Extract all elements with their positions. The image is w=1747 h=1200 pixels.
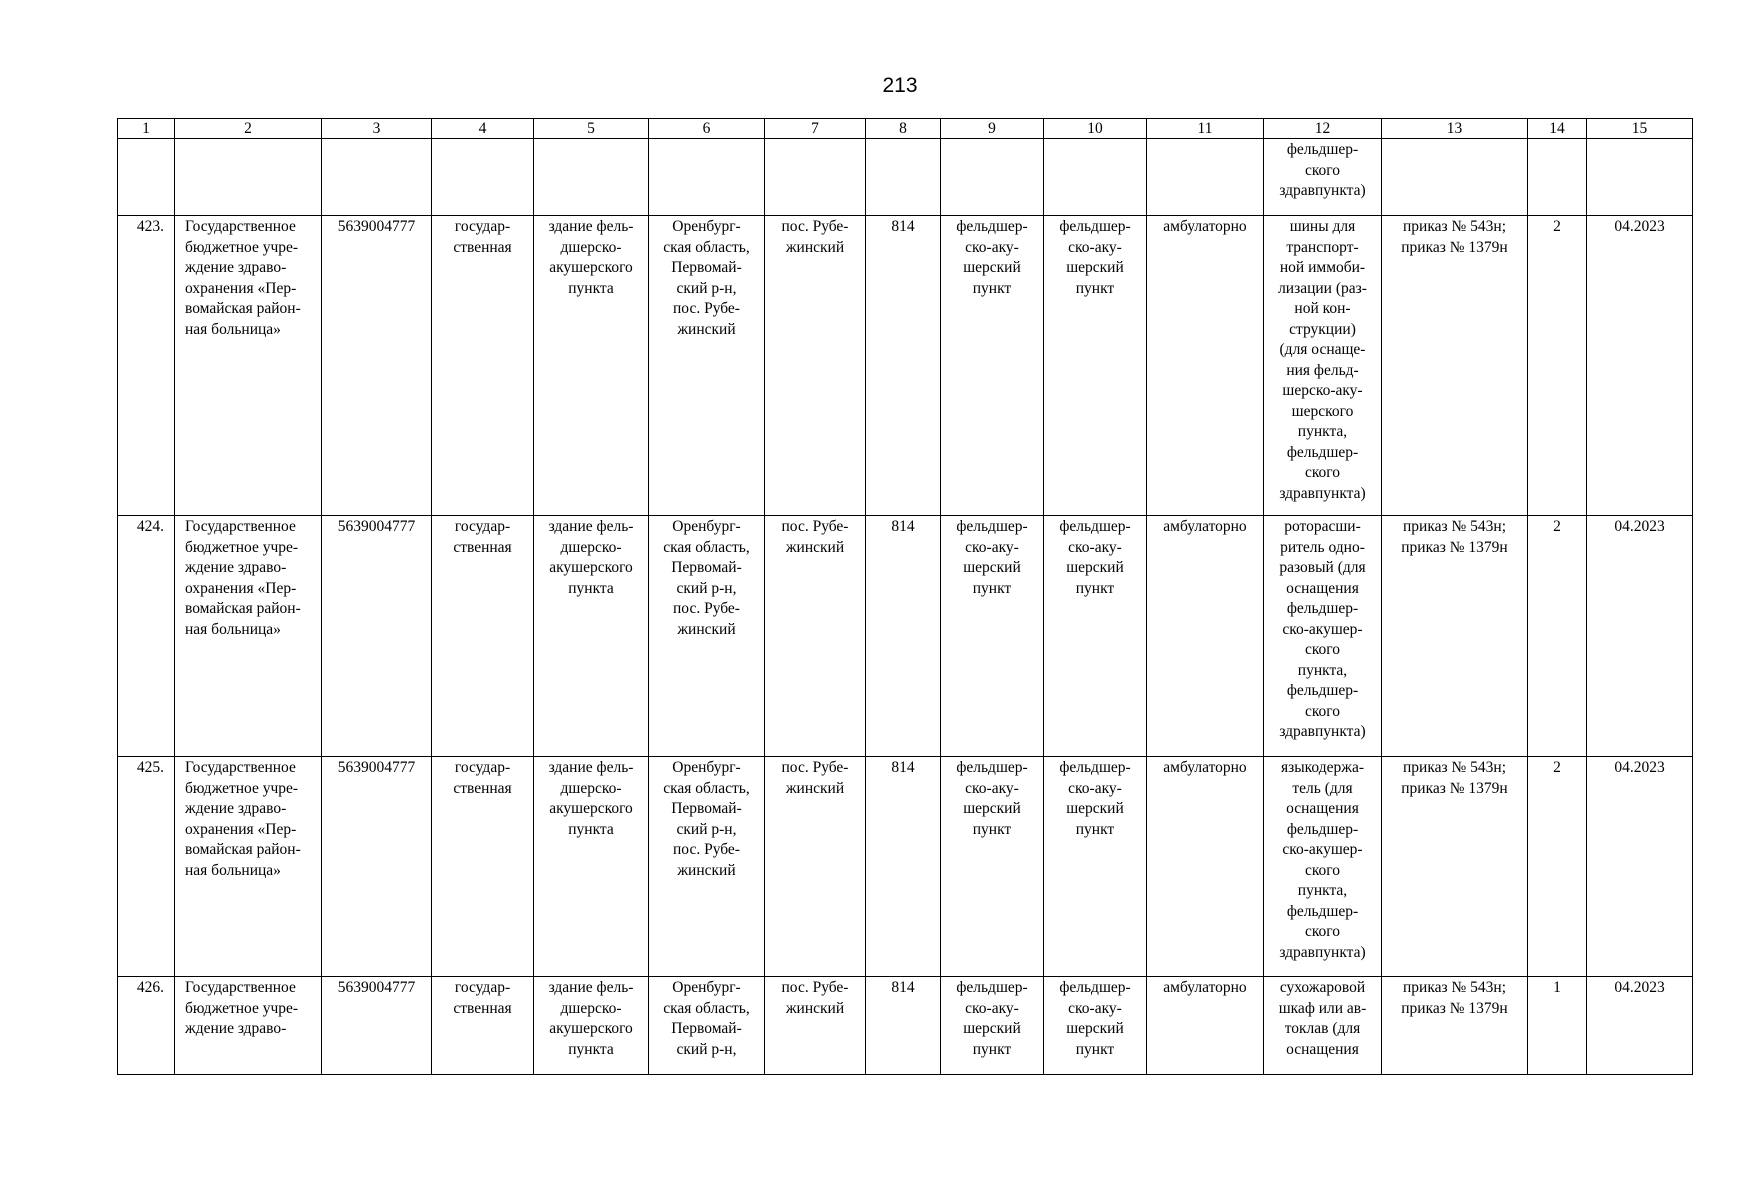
locality-cell: пос. Рубе- жинский <box>765 516 866 757</box>
condition-cell: амбулаторно <box>1147 516 1264 757</box>
unit-name-cell: фельдшер- ско-аку- шерский пункт <box>1044 977 1147 1075</box>
code-cell: 814 <box>866 757 941 977</box>
orders-cell: приказ № 543н; приказ № 1379н <box>1382 516 1528 757</box>
column-header: 15 <box>1587 119 1693 139</box>
address-cell: Оренбург- ская область, Первомай- ский р-н, <box>649 977 765 1075</box>
organization-cell: Государственное бюджетное учре- ждение здраво- охранения «Пер- вомайская район- ная больница» <box>175 216 322 516</box>
orders-cell: приказ № 543н; приказ № 1379н <box>1382 757 1528 977</box>
address-cell: Оренбург- ская область, Первомай- ский р-н, пос. Рубе- жинский <box>649 757 765 977</box>
unit-name-cell: фельдшер- ско-аку- шерский пункт <box>1044 757 1147 977</box>
column-header: 5 <box>534 119 649 139</box>
equipment-registry-table <box>117 118 1693 1075</box>
cell <box>1147 139 1264 216</box>
organization-cell: Государственное бюджетное учре- ждение здраво- охранения «Пер- вомайская район- ная больница» <box>175 516 322 757</box>
inn-cell: 5639004777 <box>322 216 432 516</box>
row-number-cell: 425. <box>118 757 175 977</box>
unit-type-cell: фельдшер- ско-аку- шерский пункт <box>941 216 1044 516</box>
locality-cell: пос. Рубе- жинский <box>765 757 866 977</box>
quantity-cell: 2 <box>1528 516 1587 757</box>
column-header: 3 <box>322 119 432 139</box>
quantity-cell: 2 <box>1528 757 1587 977</box>
quantity-cell: 1 <box>1528 977 1587 1075</box>
equipment-cell: языкодержа- тель (для оснащения фельдшер- ско-акушер- ского пункта, фельдшер- ского здравпункта) <box>1264 757 1382 977</box>
inn-cell: 5639004777 <box>322 977 432 1075</box>
quantity-cell: 2 <box>1528 216 1587 516</box>
cell <box>649 139 765 216</box>
cell <box>175 139 322 216</box>
row-number-cell: 426. <box>118 977 175 1075</box>
ownership-cell: государ- ственная <box>432 516 534 757</box>
column-header: 8 <box>866 119 941 139</box>
column-header: 10 <box>1044 119 1147 139</box>
code-cell: 814 <box>866 977 941 1075</box>
equipment-cell: сухожаровой шкаф или ав- токлав (для оснащения <box>1264 977 1382 1075</box>
cell <box>534 139 649 216</box>
column-header: 11 <box>1147 119 1264 139</box>
column-header: 1 <box>118 119 175 139</box>
column-header: 12 <box>1264 119 1382 139</box>
table-row <box>118 516 1693 757</box>
unit-type-cell: фельдшер- ско-аку- шерский пункт <box>941 757 1044 977</box>
unit-name-cell: фельдшер- ско-аку- шерский пункт <box>1044 516 1147 757</box>
ownership-cell: государ- ственная <box>432 216 534 516</box>
table-row <box>118 216 1693 516</box>
column-header: 9 <box>941 119 1044 139</box>
building-cell: здание фель- дшерско- акушерского пункта <box>534 516 649 757</box>
continuation-row <box>118 139 1693 216</box>
organization-cell: Государственное бюджетное учре- ждение здраво- <box>175 977 322 1075</box>
cell <box>941 139 1044 216</box>
table-row <box>118 977 1693 1075</box>
date-cell: 04.2023 <box>1587 977 1693 1075</box>
cell <box>1587 139 1693 216</box>
address-cell: Оренбург- ская область, Первомай- ский р-н, пос. Рубе- жинский <box>649 516 765 757</box>
column-header: 7 <box>765 119 866 139</box>
cell <box>765 139 866 216</box>
building-cell: здание фель- дшерско- акушерского пункта <box>534 216 649 516</box>
unit-name-cell: фельдшер- ско-аку- шерский пункт <box>1044 216 1147 516</box>
column-header: 14 <box>1528 119 1587 139</box>
column-number-header-row <box>118 119 1693 139</box>
code-cell: 814 <box>866 516 941 757</box>
row-number-cell: 424. <box>118 516 175 757</box>
column-header: 6 <box>649 119 765 139</box>
cell <box>1044 139 1147 216</box>
locality-cell: пос. Рубе- жинский <box>765 977 866 1075</box>
table-row <box>118 757 1693 977</box>
condition-cell: амбулаторно <box>1147 977 1264 1075</box>
orders-cell: приказ № 543н; приказ № 1379н <box>1382 977 1528 1075</box>
unit-type-cell: фельдшер- ско-аку- шерский пункт <box>941 977 1044 1075</box>
condition-cell: амбулаторно <box>1147 216 1264 516</box>
column-header: 4 <box>432 119 534 139</box>
ownership-cell: государ- ственная <box>432 757 534 977</box>
code-cell: 814 <box>866 216 941 516</box>
cell <box>1382 139 1528 216</box>
cell <box>432 139 534 216</box>
equipment-cell: роторасши- ритель одно- разовый (для оснащения фельдшер- ско-акушер- ского пункта, фельдшер- ского здравпункта) <box>1264 516 1382 757</box>
building-cell: здание фель- дшерско- акушерского пункта <box>534 977 649 1075</box>
equipment-cell: фельдшер- ского здравпункта) <box>1264 139 1382 216</box>
cell <box>322 139 432 216</box>
date-cell: 04.2023 <box>1587 516 1693 757</box>
cell <box>866 139 941 216</box>
column-header: 2 <box>175 119 322 139</box>
orders-cell: приказ № 543н; приказ № 1379н <box>1382 216 1528 516</box>
equipment-cell: шины для транспорт- ной иммоби- лизации (раз- ной кон- струкции) (для оснаще- ния фельд- шерско-аку- шерского пункта, фельдшер- ского здравпункта) <box>1264 216 1382 516</box>
inn-cell: 5639004777 <box>322 757 432 977</box>
page-number: 213 <box>882 74 918 97</box>
unit-type-cell: фельдшер- ско-аку- шерский пункт <box>941 516 1044 757</box>
row-number-cell: 423. <box>118 216 175 516</box>
locality-cell: пос. Рубе- жинский <box>765 216 866 516</box>
cell <box>1528 139 1587 216</box>
date-cell: 04.2023 <box>1587 757 1693 977</box>
condition-cell: амбулаторно <box>1147 757 1264 977</box>
ownership-cell: государ- ственная <box>432 977 534 1075</box>
cell <box>118 139 175 216</box>
column-header: 13 <box>1382 119 1528 139</box>
address-cell: Оренбург- ская область, Первомай- ский р-н, пос. Рубе- жинский <box>649 216 765 516</box>
organization-cell: Государственное бюджетное учре- ждение здраво- охранения «Пер- вомайская район- ная больница» <box>175 757 322 977</box>
inn-cell: 5639004777 <box>322 516 432 757</box>
building-cell: здание фель- дшерско- акушерского пункта <box>534 757 649 977</box>
date-cell: 04.2023 <box>1587 216 1693 516</box>
